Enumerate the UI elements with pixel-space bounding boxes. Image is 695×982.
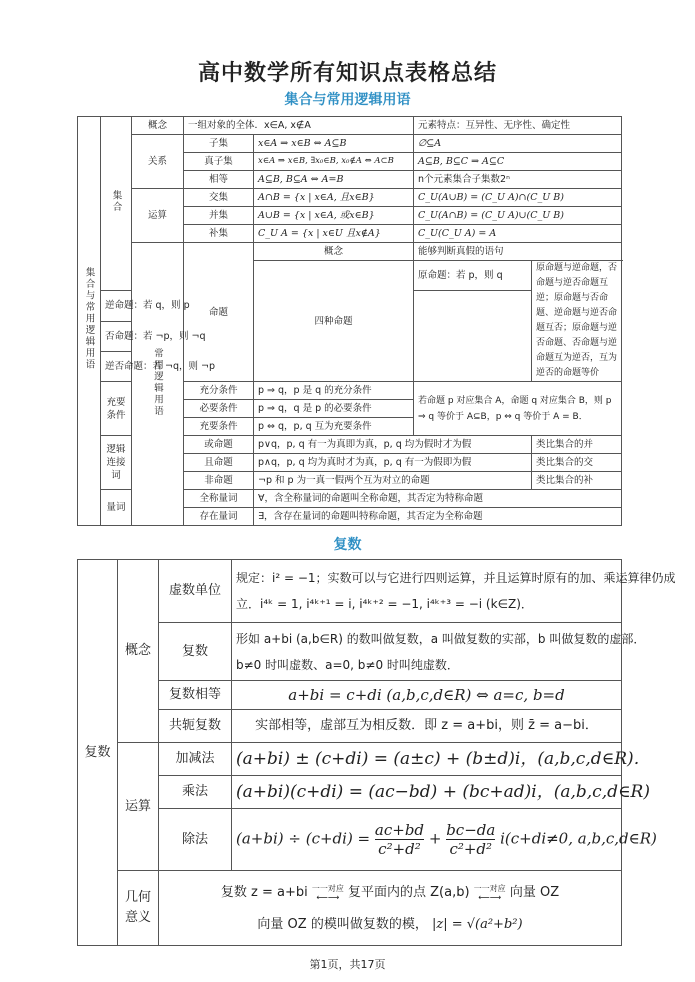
- equality-label: 复数相等: [159, 681, 232, 710]
- necessary-label: 必要条件: [184, 400, 254, 418]
- quant-label: 量词: [101, 490, 132, 526]
- complex-def: [232, 623, 646, 681]
- and-label: 且命题: [184, 454, 254, 472]
- not-def: ¬p 和 p 为一真一假两个互为对立的命题: [254, 472, 532, 490]
- relation-note-2: A⊆B, B⊆C ⇒ A⊆C: [414, 153, 622, 171]
- div-frac-1: [375, 821, 424, 858]
- conjugate-label: 共轭复数: [159, 710, 232, 743]
- complex-def-line-1: 形如 a+bi (a,b∈R) 的数叫做复数，a 叫做复数的实部，b 叫做复数的虚部．: [236, 631, 646, 646]
- negation-prop: 否命题：若 ¬p，则 ¬q: [101, 321, 132, 351]
- div-tail: i(c+di≠0, a,b,c,d∈R): [500, 829, 657, 848]
- equal-label: 相等: [184, 171, 254, 189]
- sufficient-label: 充分条件: [184, 382, 254, 400]
- concept-def: 一组对象的全体．x∈A, x∉A: [184, 117, 414, 135]
- prop-concept-def: 能够判断真假的语句: [414, 243, 622, 261]
- forall-label: 全称量词: [184, 490, 254, 508]
- exists-label: 存在量词: [184, 508, 254, 526]
- geo-modulus-text: 向量 OZ 的模叫做复数的模，: [257, 917, 428, 932]
- ops-label: 运算: [132, 189, 184, 243]
- conjugate-def: 实部相等，虚部互为相反数．即 z = a+bi，则 z̄ = a−bi．: [232, 710, 622, 743]
- unit-label: 虚数单位: [159, 560, 232, 623]
- four-props-note: 原命题与逆命题，否命题与逆否命题互逆；原命题与否命题、逆命题与逆否命题互否；原命题与逆否命题、否命题与逆命题互为逆否，互为逆否的命题等价: [532, 261, 622, 382]
- unit-def-line-1: 规定：i² = −1；实数可以与它进行四则运算，并且运算时原有的加、乘运算律仍成: [236, 571, 676, 585]
- complex-label: 复数: [159, 623, 232, 681]
- add-label: 加减法: [159, 743, 232, 776]
- geo-arrow-2: 一一对应 ⟵⟶: [473, 883, 506, 902]
- complement-label: 补集: [184, 225, 254, 243]
- unit-def-line-2: 立．i⁴ᵏ = 1, i⁴ᵏ⁺¹ = i, i⁴ᵏ⁺² = −1, i⁴ᵏ⁺³ = −i (k∈Z)．: [236, 597, 533, 611]
- proper-subset-label: 真子集: [184, 153, 254, 171]
- geo-modulus-formula: |z| = √(a²+b²): [431, 917, 523, 932]
- contrapositive-prop: 逆否命题：若 ¬q，则 ¬p: [101, 351, 132, 381]
- union-label: 并集: [184, 207, 254, 225]
- geo-label: 几何意义: [118, 871, 159, 946]
- cond-note: 若命题 p 对应集合 A，命题 q 对应集合 B，则 p ⇒ q 等价于 A⊆B，p ⇔ q 等价于 A = B．: [414, 382, 622, 436]
- equality-def: a+bi = c+di (a,b,c,d∈R) ⇔ a=c, b=d: [232, 681, 622, 710]
- geo-arrow-1: 一一对应 ⟵⟶: [311, 883, 344, 902]
- mul-label: 乘法: [159, 776, 232, 809]
- section-heading-complex: 复数: [333, 537, 362, 553]
- and-def: p∧q，p, q 均为真时才为真，p, q 有一为假即为假: [254, 454, 532, 472]
- suff-nec-label: 充要条件: [184, 418, 254, 436]
- inverse-prop: 逆命题：若 q，则 p: [101, 291, 132, 321]
- intersection-label: 交集: [184, 189, 254, 207]
- four-props-label: 四种命题: [254, 261, 414, 382]
- subset-def: x∈A ⇒ x∈B ⇔ A⊆B: [254, 135, 414, 153]
- equal-def: A⊆B, B⊆A ⇔ A=B: [254, 171, 414, 189]
- or-def: p∨q，p, q 有一为真即为真，p, q 均为假时才为假: [254, 436, 532, 454]
- div-den-2: c²+d²: [449, 840, 493, 858]
- not-note: 类比集合的补: [532, 472, 622, 490]
- ops-note-1: C_U(A∪B) = (C_U A)∩(C_U B): [414, 189, 622, 207]
- div-frac-2: [446, 821, 495, 858]
- sets-label: 集合: [101, 117, 132, 291]
- proper-subset-def: x∈A ⇒ x∈B, ∃x₀∈B, x₀∉A ⇔ A⊂B: [254, 153, 414, 171]
- and-note: 类比集合的交: [532, 454, 622, 472]
- not-label: 非命题: [184, 472, 254, 490]
- section-heading-sets: 集合与常用逻辑用语: [284, 92, 411, 108]
- intersection-def: A∩B = {x | x∈A, 且x∈B}: [254, 189, 414, 207]
- ops-note-3: C_U(C_U A) = A: [414, 225, 622, 243]
- relation-note-3: n个元素集合子集数2ⁿ: [414, 171, 622, 189]
- div-plus: +: [428, 829, 442, 848]
- geo-complex: 复数 z = a+bi: [220, 885, 308, 900]
- prop-label: 命题: [184, 243, 254, 382]
- complex-ops-label: 运算: [118, 743, 159, 871]
- complex-concept-label: 概念: [118, 560, 159, 743]
- conn-label: 逻辑连接词: [101, 436, 132, 490]
- subset-label: 子集: [184, 135, 254, 153]
- prop-concept-label: 概念: [254, 243, 414, 261]
- sufficient-def: p ⇒ q，p 是 q 的充分条件: [254, 382, 414, 400]
- div-num-1: ac+bd: [374, 821, 425, 839]
- complement-def: C_U A = {x | x∈U 且x∉A}: [254, 225, 414, 243]
- exists-def: ∃，含存在量词的命题叫特称命题，其否定为全称命题: [254, 508, 622, 526]
- add-def: (a+bi) ± (c+di) = (a±c) + (b±d)i，(a,b,c,d∈R)．: [232, 743, 622, 776]
- element-props: 元素特点：互异性、无序性、确定性: [414, 117, 622, 135]
- orig-prop: 原命题：若 p，则 q: [414, 261, 532, 291]
- div-den-1: c²+d²: [378, 840, 421, 858]
- complex-def-line-2: b≠0 时叫虚数、a=0, b≠0 时叫纯虚数．: [236, 657, 459, 672]
- mul-def: (a+bi)(c+di) = (ac−bd) + (bc+ad)i，(a,b,c,d∈R): [232, 776, 622, 809]
- root-label-complex: 复数: [78, 560, 118, 946]
- page-footer: 第1页，共17页: [309, 958, 386, 971]
- relation-note-1: ∅⊆A: [414, 135, 622, 153]
- or-label: 或命题: [184, 436, 254, 454]
- sets-logic-table: [77, 116, 622, 526]
- geo-def: [159, 871, 622, 946]
- root-label-sets-logic: 集合与常用逻辑用语: [78, 117, 101, 526]
- div-label: 除法: [159, 809, 232, 871]
- complex-table: [77, 559, 676, 946]
- div-def: [232, 809, 657, 871]
- div-lhs: (a+bi) ÷ (c+di) =: [236, 829, 371, 848]
- logic-label: 常用逻辑用语: [132, 243, 184, 526]
- unit-def: [232, 560, 676, 623]
- forall-def: ∀，含全称量词的命题叫全称命题，其否定为特称命题: [254, 490, 622, 508]
- concept-label: 概念: [132, 117, 184, 135]
- page-title: 高中数学所有知识点表格总结: [197, 61, 497, 86]
- ops-note-2: C_U(A∩B) = (C_U A)∪(C_U B): [414, 207, 622, 225]
- union-def: A∪B = {x | x∈A, 或x∈B}: [254, 207, 414, 225]
- relation-label: 关系: [132, 135, 184, 189]
- div-num-2: bc−da: [446, 821, 496, 839]
- cond-label: 充要条件: [101, 382, 132, 436]
- necessary-def: p ⇒ q，q 是 p 的必要条件: [254, 400, 414, 418]
- geo-point: 复平面内的点 Z(a,b): [348, 885, 470, 900]
- geo-vector: 向量 OZ: [509, 885, 560, 900]
- suff-nec-def: p ⇔ q，p, q 互为充要条件: [254, 418, 414, 436]
- or-note: 类比集合的并: [532, 436, 622, 454]
